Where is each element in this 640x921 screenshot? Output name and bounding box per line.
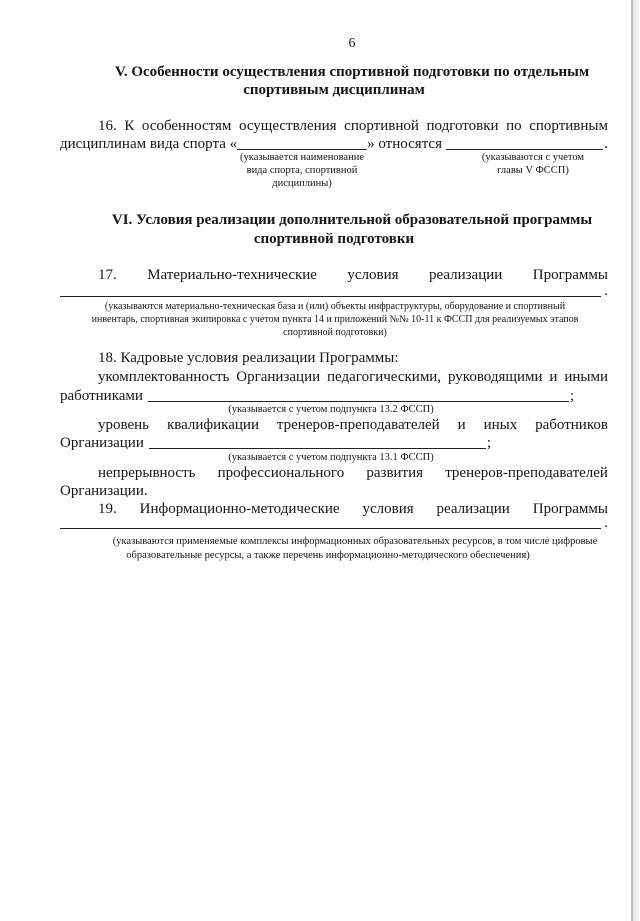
word: руководящими — [447, 369, 543, 385]
word: тренеров-преподавателей — [276, 417, 440, 433]
word: К — [124, 118, 135, 134]
information-conditions-blank — [60, 528, 601, 529]
p19-line-2 — [60, 514, 608, 532]
section-vi-heading-line-2: спортивной подготовки — [253, 231, 415, 247]
word: иных — [483, 417, 518, 433]
p19-note-line-1: (указываются применяемые комплексы информационных образовательных ресурсов, в том числе цифровые — [112, 536, 598, 547]
word: и — [549, 369, 558, 385]
p16-note-chapter-line-2: главы V ФССП) — [497, 165, 569, 176]
word: условия — [362, 501, 414, 517]
word: иными — [564, 369, 608, 385]
section-vi-heading-line-1: VI. Условия реализации дополнительной образовательной программы — [111, 212, 593, 228]
word: реализации — [436, 501, 510, 517]
p18-qualification-note: (указывается с учетом подпункта 13.1 ФССП) — [228, 452, 434, 463]
word: укомплектованность — [98, 369, 230, 385]
p18-staffing-line-2-end: ; — [569, 388, 574, 404]
p16-note-sport-line-1: (указывается наименование — [240, 152, 364, 163]
word: 16. — [98, 118, 117, 134]
p16-note-sport-line-3: дисциплины) — [272, 178, 332, 189]
p16-line-2-middle: » относятся — [367, 136, 442, 152]
p19-note-line-2: образовательные ресурсы, а также перечень информационно-методического обеспечения) — [126, 550, 530, 561]
p18-development-line-2: Организации. — [60, 483, 148, 499]
word: спортивной — [344, 118, 419, 134]
word: уровень — [98, 417, 150, 433]
section-v-heading-line-1: V. Особенности осуществления спортивной подготовки по отдельным — [114, 64, 590, 80]
word: профессионального — [217, 465, 345, 481]
word: работников — [535, 417, 608, 433]
p16-line-2-end: . — [604, 136, 608, 152]
p16-line-1 — [98, 117, 608, 135]
p17-line-2-end: . — [604, 283, 608, 299]
scan-edge-shadow — [633, 0, 640, 921]
word: педагогическими, — [327, 369, 442, 385]
word: подготовки — [426, 118, 499, 134]
p18-staffing-line-1 — [98, 368, 608, 386]
p17-note-line-3: спортивной подготовки) — [283, 327, 387, 338]
word: Материально-технические — [147, 267, 317, 283]
sport-name-blank — [237, 149, 367, 150]
qualification-blank — [149, 448, 486, 449]
word: Программы — [532, 501, 608, 517]
material-conditions-blank — [60, 296, 601, 297]
word: развития — [366, 465, 424, 481]
word: Организации — [236, 369, 321, 385]
word: тренеров-преподавателей — [445, 465, 608, 481]
p17-line-2 — [60, 282, 608, 300]
word: условия — [347, 267, 399, 283]
word: осуществления — [238, 118, 337, 134]
word: реализации — [428, 267, 503, 283]
p18-qualification-line-2-end: ; — [486, 435, 491, 451]
p16-note-sport-line-2: вида спорта, спортивной — [246, 165, 358, 176]
p18-staffing-note: (указывается с учетом подпункта 13.2 ФССП) — [228, 404, 434, 415]
p18-qualification-line-2 — [60, 434, 491, 452]
p17-note-line-2: инвентарь, спортивная экипировка с учетом пункта 14 и приложений №№ 10-11 к ФССП для реализуемых этапов — [91, 314, 579, 325]
word: Информационно-методические — [139, 501, 340, 517]
staffing-blank — [148, 401, 569, 402]
p19-line-2-end: . — [604, 515, 608, 531]
word: особенностям — [141, 118, 232, 134]
features-blank — [446, 149, 603, 150]
word: 17. — [98, 267, 117, 283]
word: спортивным — [529, 118, 608, 134]
p16-line-2-start: дисциплинам вида спорта « — [60, 136, 238, 152]
word: непрерывность — [98, 465, 196, 481]
p18-qualification-line-2-start: Организации — [60, 435, 144, 451]
section-v-heading-line-2: спортивным дисциплинам — [243, 82, 425, 98]
p18-qualification-line-1 — [98, 416, 608, 434]
word: квалификации — [166, 417, 259, 433]
page-number: 6 — [348, 36, 356, 51]
word: Программы — [532, 267, 608, 283]
word: и — [457, 417, 466, 433]
p18-staffing-line-2-start: работниками — [60, 388, 143, 404]
p18-development-line-1 — [98, 464, 608, 482]
p16-note-chapter-line-1: (указываются с учетом — [481, 152, 585, 163]
p18-intro: 18. Кадровые условия реализации Программы: — [98, 350, 399, 366]
word: 19. — [98, 501, 117, 517]
p17-note-line-1: (указываются материально-техническая база и (или) объекты инфраструктуры, оборудование и спортивный — [104, 301, 566, 312]
word: по — [506, 118, 522, 134]
